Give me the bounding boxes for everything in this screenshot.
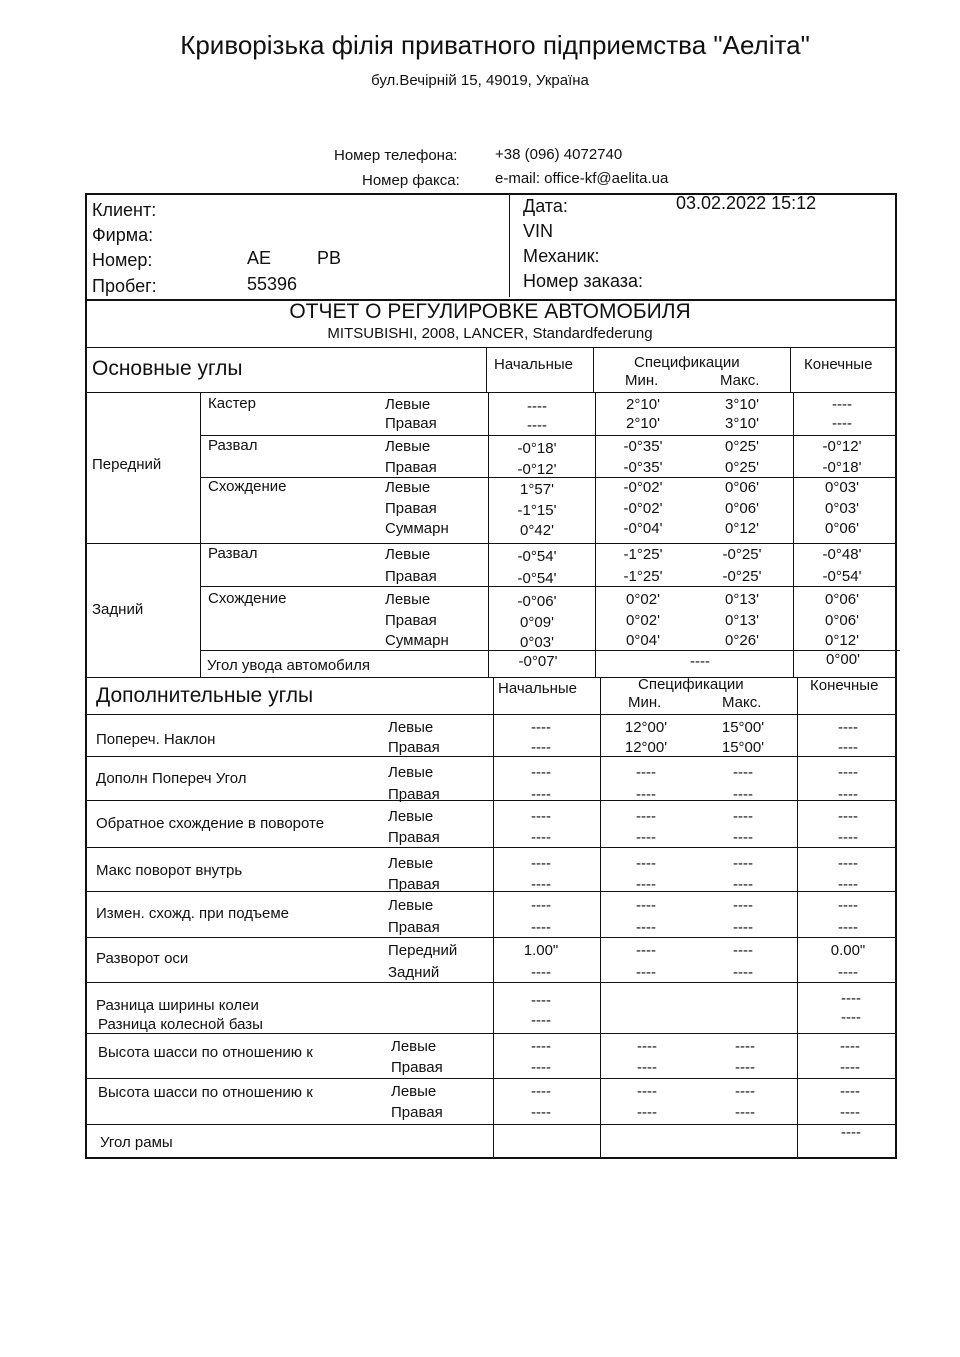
mileage-value: 55396 bbox=[247, 274, 298, 294]
spec-min-value: ---- bbox=[636, 808, 656, 825]
frame-angle-label: Угол рамы bbox=[100, 1134, 173, 1151]
side-label: Левые bbox=[391, 1083, 437, 1100]
initial-value: 0°03' bbox=[520, 634, 554, 651]
side-label: Правая bbox=[388, 876, 440, 893]
initial-value: 1.00" bbox=[523, 942, 559, 959]
spec-max-value: ---- bbox=[733, 786, 753, 803]
spec-min-value: -0°02' bbox=[623, 500, 663, 517]
spec-min-value: 12°00' bbox=[624, 739, 668, 756]
spec-min-value: ---- bbox=[636, 786, 656, 803]
track-width-initial: ---- bbox=[531, 992, 551, 1009]
side-label: Правая bbox=[385, 459, 437, 476]
spec-max-value: 3°10' bbox=[725, 415, 759, 432]
angle-group-label: Развал bbox=[208, 545, 258, 562]
extra-angle-label: Дополн Попереч Угол bbox=[96, 770, 247, 787]
number-label: Номер: bbox=[92, 250, 153, 270]
final-value: 0°06' bbox=[825, 591, 859, 608]
grid-line bbox=[593, 347, 594, 392]
final-value: ---- bbox=[838, 764, 858, 781]
final-value: ---- bbox=[832, 415, 852, 432]
final-value: ---- bbox=[840, 1083, 860, 1100]
final-value: ---- bbox=[838, 855, 858, 872]
angle-group-label: Схождение bbox=[208, 478, 287, 495]
spec-min-value: ---- bbox=[636, 764, 656, 781]
grid-line bbox=[85, 347, 895, 348]
spec-min-value: ---- bbox=[637, 1059, 657, 1076]
initial-value: ---- bbox=[527, 417, 547, 434]
report-vehicle: MITSUBISHI, 2008, LANCER, Standardfederung bbox=[327, 325, 653, 342]
side-label: Правая bbox=[388, 739, 440, 756]
report-title: ОТЧЕТ О РЕГУЛИРОВКЕ АВТОМОБИЛЯ bbox=[289, 300, 691, 323]
grid-line bbox=[85, 756, 895, 757]
spec-min-value: 0°02' bbox=[626, 591, 660, 608]
side-label: Левые bbox=[388, 808, 434, 825]
spec-min-value: ---- bbox=[637, 1104, 657, 1121]
initial-value: -0°12' bbox=[517, 461, 557, 478]
side-label: Левые bbox=[388, 855, 434, 872]
final-value: ---- bbox=[832, 396, 852, 413]
thrust-spec: ---- bbox=[690, 653, 710, 670]
vin-label: VIN bbox=[523, 221, 554, 241]
phone-label: Номер телефона: bbox=[334, 147, 458, 164]
extra-col-initial-header: Начальные bbox=[498, 680, 577, 697]
extra-col-spec-header: Спецификации bbox=[638, 676, 744, 693]
angle-group-label: Кастер bbox=[208, 395, 256, 412]
final-value: ---- bbox=[840, 1059, 860, 1076]
initial-value: ---- bbox=[531, 897, 551, 914]
final-value: 0°03' bbox=[825, 500, 859, 517]
mechanic-label: Механик: bbox=[523, 246, 600, 266]
spec-max-value: ---- bbox=[733, 855, 753, 872]
side-label: Левые bbox=[385, 591, 431, 608]
spec-max-value: ---- bbox=[733, 919, 753, 936]
extra-col-max-header: Макс. bbox=[722, 694, 762, 711]
spec-min-value: -1°25' bbox=[623, 568, 663, 585]
final-value: 0°06' bbox=[825, 612, 859, 629]
wheelbase-final: ---- bbox=[841, 1009, 861, 1026]
spec-max-value: ---- bbox=[735, 1104, 755, 1121]
initial-value: ---- bbox=[531, 855, 551, 872]
side-label: Правая bbox=[391, 1104, 443, 1121]
grid-line bbox=[486, 347, 487, 392]
spec-min-value: 2°10' bbox=[626, 396, 660, 413]
spec-min-value: 2°10' bbox=[626, 415, 660, 432]
ride-height-label: Высота шасси по отношению к bbox=[98, 1084, 313, 1101]
fax-label: Номер факса: bbox=[362, 172, 460, 189]
spec-max-value: ---- bbox=[733, 808, 753, 825]
spec-max-value: ---- bbox=[735, 1083, 755, 1100]
spec-max-value: 15°00' bbox=[721, 739, 765, 756]
spec-max-value: 0°26' bbox=[725, 632, 759, 649]
track-width-label: Разница ширины колеи bbox=[96, 997, 259, 1014]
spec-min-value: ---- bbox=[636, 876, 656, 893]
angle-group-label: Развал bbox=[208, 437, 258, 454]
extra-col-final-header: Конечные bbox=[810, 677, 879, 694]
col-initial-header: Начальные bbox=[494, 356, 573, 373]
side-label: Правая bbox=[385, 500, 437, 517]
frame-angle-final: ---- bbox=[841, 1124, 861, 1141]
initial-value: ---- bbox=[531, 1083, 551, 1100]
grid-line bbox=[85, 982, 895, 983]
initial-value: ---- bbox=[531, 964, 551, 981]
firm-label: Фирма: bbox=[92, 225, 154, 245]
initial-value: 0°09' bbox=[520, 614, 554, 631]
final-value: ---- bbox=[838, 829, 858, 846]
spec-min-value: -0°35' bbox=[623, 459, 663, 476]
date-label: Дата: bbox=[523, 196, 568, 216]
wheelbase-initial: ---- bbox=[531, 1012, 551, 1029]
grid-line bbox=[790, 347, 791, 392]
initial-value: ---- bbox=[531, 1059, 551, 1076]
extra-angle-label: Измен. схожд. при подъеме bbox=[96, 905, 290, 922]
final-value: -0°12' bbox=[822, 438, 862, 455]
col-max-header: Макс. bbox=[720, 372, 760, 389]
front-axle-label: Передний bbox=[92, 456, 162, 473]
side-label: Правая bbox=[391, 1059, 443, 1076]
company-name: Криворізька філія приватного підприемства "Аеліта" bbox=[180, 30, 810, 60]
initial-value: -1°15' bbox=[517, 502, 557, 519]
final-value: 0°03' bbox=[825, 479, 859, 496]
spec-max-value: ---- bbox=[733, 829, 753, 846]
initial-value: ---- bbox=[531, 829, 551, 846]
initial-value: 0°42' bbox=[520, 522, 554, 539]
final-value: 0.00" bbox=[830, 942, 866, 959]
grid-line bbox=[85, 1124, 895, 1125]
spec-max-value: -0°25' bbox=[722, 568, 762, 585]
rear-axle-label: Задний bbox=[92, 601, 144, 618]
side-label: Правая bbox=[388, 829, 440, 846]
initial-value: -0°06' bbox=[517, 593, 557, 610]
grid-line bbox=[200, 435, 895, 436]
initial-value: ---- bbox=[531, 719, 551, 736]
col-final-header: Конечные bbox=[804, 356, 873, 373]
side-label: Левые bbox=[385, 438, 431, 455]
side-label: Левые bbox=[385, 396, 431, 413]
initial-value: -0°54' bbox=[517, 548, 557, 565]
grid-line bbox=[85, 714, 895, 715]
spec-min-value: ---- bbox=[637, 1083, 657, 1100]
grid-line bbox=[493, 677, 494, 1157]
spec-max-value: ---- bbox=[733, 764, 753, 781]
spec-max-value: 0°13' bbox=[725, 591, 759, 608]
spec-min-value: -0°35' bbox=[623, 438, 663, 455]
spec-min-value: ---- bbox=[636, 829, 656, 846]
final-value: ---- bbox=[838, 876, 858, 893]
date-value: 03.02.2022 15:12 bbox=[676, 193, 817, 213]
side-label: Суммарн bbox=[385, 632, 449, 649]
final-value: -0°18' bbox=[822, 459, 862, 476]
spec-min-value: -0°02' bbox=[623, 479, 663, 496]
spec-min-value: -0°04' bbox=[623, 520, 663, 537]
number-part1: AE bbox=[247, 248, 272, 268]
side-label: Левые bbox=[385, 479, 431, 496]
side-label: Правая bbox=[385, 612, 437, 629]
extra-col-min-header: Мин. bbox=[628, 694, 662, 711]
grid-line bbox=[85, 392, 895, 393]
spec-max-value: 0°06' bbox=[725, 500, 759, 517]
grid-line bbox=[85, 937, 895, 938]
spec-max-value: 0°12' bbox=[725, 520, 759, 537]
final-value: ---- bbox=[838, 964, 858, 981]
ride-height-label: Высота шасси по отношению к bbox=[98, 1044, 313, 1061]
side-label: Левые bbox=[388, 764, 434, 781]
grid-line bbox=[85, 677, 895, 678]
initial-value: 1°57' bbox=[520, 481, 554, 498]
thrust-angle-label: Угол увода автомобиля bbox=[207, 657, 371, 674]
side-label: Правая bbox=[385, 415, 437, 432]
final-value: -0°48' bbox=[822, 546, 862, 563]
order-label: Номер заказа: bbox=[523, 271, 644, 291]
extra-angles-title: Дополнительные углы bbox=[96, 684, 314, 707]
final-value: 0°12' bbox=[825, 632, 859, 649]
thrust-final: 0°00' bbox=[826, 651, 860, 668]
initial-value: ---- bbox=[531, 786, 551, 803]
initial-value: ---- bbox=[527, 398, 547, 415]
side-label: Левые bbox=[388, 897, 434, 914]
initial-value: ---- bbox=[531, 1038, 551, 1055]
final-value: -0°54' bbox=[822, 568, 862, 585]
spec-max-value: 3°10' bbox=[725, 396, 759, 413]
company-address: бул.Вечірній 15, 49019, Україна bbox=[371, 72, 589, 89]
spec-min-value: ---- bbox=[636, 919, 656, 936]
spec-min-value: 0°02' bbox=[626, 612, 660, 629]
spec-max-value: ---- bbox=[733, 897, 753, 914]
number-part2: PB bbox=[317, 248, 342, 268]
spec-min-value: ---- bbox=[636, 897, 656, 914]
side-label: Задний bbox=[388, 964, 440, 981]
spec-max-value: 0°06' bbox=[725, 479, 759, 496]
extra-angle-label: Обратное схождение в повороте bbox=[96, 815, 325, 832]
extra-angle-label: Макс поворот внутрь bbox=[96, 862, 243, 879]
side-label: Передний bbox=[388, 942, 458, 959]
extra-angle-label: Разворот оси bbox=[96, 950, 189, 967]
grid-line bbox=[85, 1078, 895, 1079]
initial-value: ---- bbox=[531, 919, 551, 936]
initial-value: -0°54' bbox=[517, 570, 557, 587]
wheelbase-label: Разница колесной базы bbox=[98, 1016, 263, 1033]
final-value: ---- bbox=[838, 808, 858, 825]
spec-min-value: ---- bbox=[636, 964, 656, 981]
header-divider bbox=[509, 193, 510, 297]
col-spec-header: Спецификации bbox=[634, 354, 740, 371]
spec-min-value: ---- bbox=[636, 942, 656, 959]
initial-value: -0°18' bbox=[517, 440, 557, 457]
spec-min-value: ---- bbox=[637, 1038, 657, 1055]
track-width-final: ---- bbox=[841, 990, 861, 1007]
final-value: ---- bbox=[838, 786, 858, 803]
side-label: Правая bbox=[388, 786, 440, 803]
initial-value: ---- bbox=[531, 764, 551, 781]
spec-min-value: 0°04' bbox=[626, 632, 660, 649]
side-label: Правая bbox=[388, 919, 440, 936]
spec-max-value: ---- bbox=[733, 964, 753, 981]
spec-max-value: 15°00' bbox=[721, 719, 765, 736]
spec-max-value: -0°25' bbox=[722, 546, 762, 563]
spec-max-value: ---- bbox=[735, 1038, 755, 1055]
side-label: Левые bbox=[388, 719, 434, 736]
extra-angle-label: Попереч. Наклон bbox=[96, 731, 216, 748]
final-value: ---- bbox=[838, 739, 858, 756]
angle-group-label: Схождение bbox=[208, 590, 287, 607]
grid-line bbox=[797, 677, 798, 1157]
spec-max-value: ---- bbox=[733, 876, 753, 893]
final-value: ---- bbox=[838, 919, 858, 936]
spec-min-value: 12°00' bbox=[624, 719, 668, 736]
mileage-label: Пробег: bbox=[92, 276, 157, 296]
spec-max-value: 0°13' bbox=[725, 612, 759, 629]
grid-line bbox=[85, 543, 895, 544]
side-label: Правая bbox=[385, 568, 437, 585]
spec-max-value: ---- bbox=[733, 942, 753, 959]
spec-min-value: ---- bbox=[636, 855, 656, 872]
spec-max-value: ---- bbox=[735, 1059, 755, 1076]
final-value: 0°06' bbox=[825, 520, 859, 537]
spec-max-value: 0°25' bbox=[725, 459, 759, 476]
thrust-initial: -0°07' bbox=[518, 653, 558, 670]
main-angles-title: Основные углы bbox=[92, 357, 243, 380]
final-value: ---- bbox=[840, 1104, 860, 1121]
final-value: ---- bbox=[838, 897, 858, 914]
final-value: ---- bbox=[838, 719, 858, 736]
initial-value: ---- bbox=[531, 876, 551, 893]
initial-value: ---- bbox=[531, 808, 551, 825]
side-label: Левые bbox=[385, 546, 431, 563]
spec-min-value: -1°25' bbox=[623, 546, 663, 563]
grid-line bbox=[85, 847, 895, 848]
grid-line bbox=[85, 1033, 895, 1034]
client-label: Клиент: bbox=[92, 200, 157, 220]
spec-max-value: 0°25' bbox=[725, 438, 759, 455]
side-label: Левые bbox=[391, 1038, 437, 1055]
initial-value: ---- bbox=[531, 739, 551, 756]
final-value: ---- bbox=[840, 1038, 860, 1055]
email-value: e-mail: office-kf@aelita.ua bbox=[495, 170, 669, 187]
initial-value: ---- bbox=[531, 1104, 551, 1121]
side-label: Суммарн bbox=[385, 520, 449, 537]
phone-value: +38 (096) 4072740 bbox=[495, 146, 623, 163]
col-min-header: Мин. bbox=[625, 372, 659, 389]
